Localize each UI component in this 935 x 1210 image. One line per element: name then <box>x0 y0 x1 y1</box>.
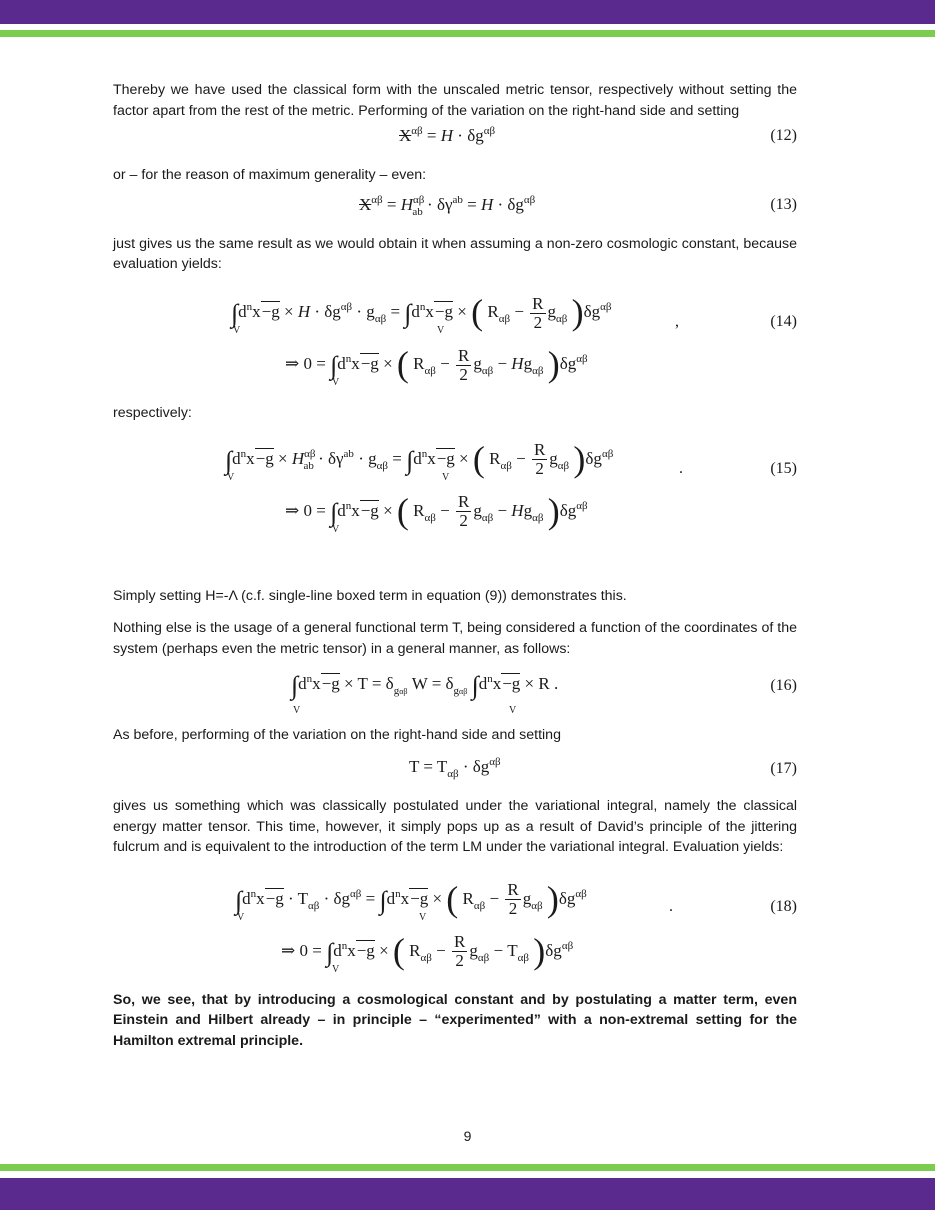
equation-15: $\int d^nx-g \times H^{\alpha\beta}_{ab} \cdot \delta\gamma^{ab} \cdot g_{\alpha\beta} = \int d^nx-g$ × ( $R_{\alpha\beta}$ − $\frac{R}{2}$ $g_{\alpha\beta}$ )$\delta g^{\alpha\beta}$ V V . (15) ⇒ $0 = \int d^nx-g$ × ( $R_{\alpha\beta}$ − $\frac{R}{2}$ $g_{\alpha\beta} - Hg_{\alpha\beta}$ )$\delta g^{\alpha\beta}$ V <box>225 438 797 535</box>
paragraph-7: As before, performing of the variation on the right-hand side and setting <box>113 727 561 744</box>
equation-17-number: (17) <box>770 759 797 777</box>
paragraph-2: or – for the reason of maximum generality – even: <box>113 167 427 184</box>
footer-band-green <box>0 1164 935 1171</box>
footer-band-purple <box>0 1178 935 1210</box>
paragraph-8: gives us something which was classically postulated under the variational integral, namely the classical energy matter tensor. This time, however, it simply pops up as a result of David’s principle of the jittering fulcrum and is equivalent to the introduction of the term LM under the variational integral. Evaluation yields: <box>113 797 797 856</box>
paragraph-3: just gives us the same result as we would obtain it when assuming a non-zero cosmologic constant, because evaluation yields: <box>113 235 797 273</box>
equation-18: $\int d^nx-g \cdot T_{\alpha\beta} \cdot \delta g^{\alpha\beta} = \int d^nx-g$ × ( $R_{\alpha\beta}$ − $\frac{R}{2}$ $g_{\alpha\beta}$ )$\delta g^{\alpha\beta}$ V V . (18) ⇒ $0 = \int d^nx-g$ × ( $R_{\alpha\beta}$ − $\frac{R}{2}$ $g_{\alpha\beta} - T_{\alpha\beta}$ )$\delta g^{\alpha\beta}$ V <box>235 878 797 975</box>
equation-12 <box>113 121 797 165</box>
paragraph-4: respectively: <box>113 404 192 421</box>
equation-15-line-2: ⇒ $0 = \int d^nx-g$ × ( $R_{\alpha\beta}$ − $\frac{R}{2}$ $g_{\alpha\beta} - Hg_{\alpha\beta}$ )$\delta g^{\alpha\beta}$ <box>285 490 588 531</box>
equation-14-number: (14) <box>770 312 797 330</box>
equation-14: $\int d^nx-g \times H \cdot \delta g^{\alpha\beta} \cdot g_{\alpha\beta} = \int d^nx-g$ × ( $R_{\alpha\beta}$ − $\frac{R}{2}$ $g_{\alpha\beta}$ )$\delta g^{\alpha\beta}$ V V , (14) ⇒ $0 = \int d^nx-g$ × ( $R_{\alpha\beta}$ − $\frac{R}{2}$ $g_{\alpha\beta} - Hg_{\alpha\beta}$ )$\delta g^{\alpha\beta}$ V <box>231 291 797 388</box>
page-number: 9 <box>463 1128 472 1144</box>
paragraph-6: Nothing else is the usage of a general functional term T, being considered a function of the coordinates of the system (perhaps even the metric tensor) in a general manner, as follows: <box>113 620 797 657</box>
equation-18-number: (18) <box>770 897 797 915</box>
equation-17-body: $T = T_{\alpha\beta} \cdot \delta g^{\alpha\beta}$ <box>409 755 501 780</box>
equation-12-number: (12) <box>770 127 797 145</box>
equation-16-body: $\int d^nx-g \times T = \delta_{g\alpha\beta}$ $W = \delta_{g\alpha\beta}$ $\int d^nx-g \times R$ . <box>291 671 559 701</box>
equation-13-body: $X^{\alpha\beta} = H^{\alpha\beta}_{ab} \cdot \delta\gamma^{ab} = H \cdot \delta g^{\alpha\beta}$ <box>359 193 536 218</box>
equation-18-line-2: ⇒ $0 = \int d^nx-g$ × ( $R_{\alpha\beta}$ − $\frac{R}{2}$ $g_{\alpha\beta} - T_{\alpha\beta}$ )$\delta g^{\alpha\beta}$ <box>281 930 574 971</box>
equation-14-line-2: ⇒ $0 = \int d^nx-g$ × ( $R_{\alpha\beta}$ − $\frac{R}{2}$ $g_{\alpha\beta} - Hg_{\alpha\beta}$ )$\delta g^{\alpha\beta}$ <box>285 343 588 384</box>
page-content <box>113 80 797 1052</box>
paragraph-5: Simply setting H=-Λ (c.f. single-line boxed term in equation (9)) demonstrates this. <box>113 587 627 604</box>
equation-15-line-1: $\int d^nx-g \times H^{\alpha\beta}_{ab} \cdot \delta\gamma^{ab} \cdot g_{\alpha\beta} = \int d^nx-g$ × ( $R_{\alpha\beta}$ − $\frac{R}{2}$ $g_{\alpha\beta}$ )$\delta g^{\alpha\beta}$ <box>225 438 614 479</box>
equation-18-period: . <box>669 897 673 915</box>
header-band-purple <box>0 0 935 24</box>
equation-12-body: $X^{\alpha\beta} = H \cdot \delta g^{\alpha\beta}$ <box>399 125 496 146</box>
equation-15-period: . <box>679 459 683 477</box>
equation-13-number: (13) <box>770 195 797 213</box>
paragraph-9-conclusion: So, we see, that by introducing a cosmological constant and by postulating a matter term, even Einstein and Hilbert already – in principle – “experimented” with a non-extremal setting for the Hamilton extremal principle. <box>113 991 797 1049</box>
equation-16: $\int d^nx-g \times T = \delta_{g\alpha\beta}$ $W = \delta_{g\alpha\beta}$ $\int d^nx-g \times R$ . V V (16) <box>291 671 797 717</box>
equation-13 <box>113 186 797 234</box>
equation-18-line-1: $\int d^nx-g \cdot T_{\alpha\beta} \cdot \delta g^{\alpha\beta} = \int d^nx-g$ × ( $R_{\alpha\beta}$ − $\frac{R}{2}$ $g_{\alpha\beta}$ )$\delta g^{\alpha\beta}$ <box>235 878 587 919</box>
equation-16-number: (16) <box>770 677 797 695</box>
equation-14-comma: , <box>675 312 679 330</box>
equation-14-line-1: $\int d^nx-g \times H \cdot \delta g^{\alpha\beta} \cdot g_{\alpha\beta} = \int d^nx-g$ × ( $R_{\alpha\beta}$ − $\frac{R}{2}$ $g_{\alpha\beta}$ )$\delta g^{\alpha\beta}$ <box>231 291 612 332</box>
paragraph-1: Thereby we have used the classical form with the unscaled metric tensor, respectively without setting the factor apart from the rest of the metric. Performing of the variation on the right-hand side and setting <box>113 82 797 119</box>
equation-17 <box>113 746 797 796</box>
header-band-green <box>0 30 935 37</box>
equation-15-number: (15) <box>770 459 797 477</box>
